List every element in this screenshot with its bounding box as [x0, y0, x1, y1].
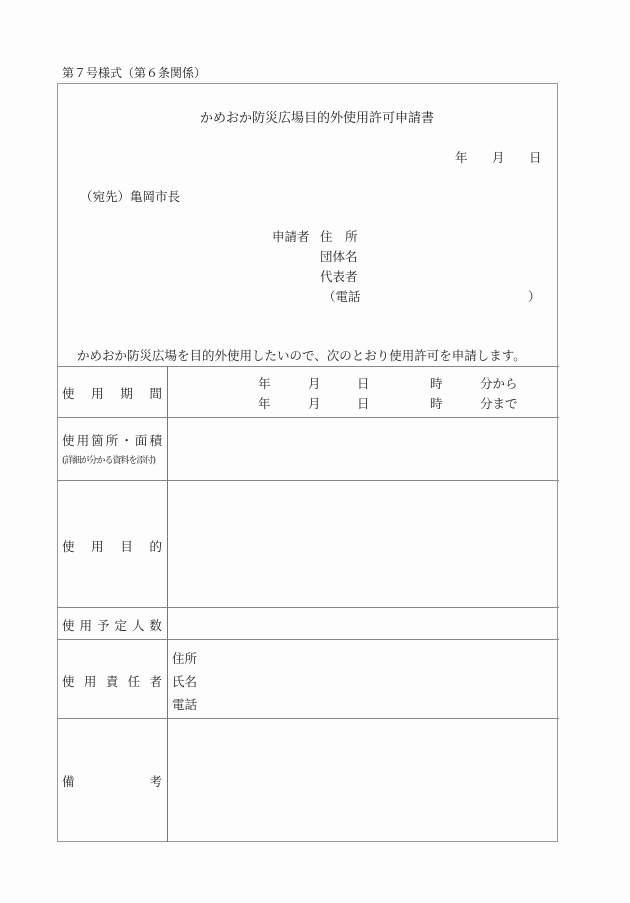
usage-period-label: 使 用 期 間	[62, 386, 162, 401]
column-divider	[167, 367, 168, 842]
end-month-label: 月	[308, 396, 321, 411]
end-minute-label: 分まで	[480, 396, 518, 411]
responsible-name-label: 氏名	[172, 674, 198, 689]
responsible-address-label: 住所	[172, 651, 198, 666]
start-hour-label: 時	[430, 376, 443, 391]
responsible-person-label: 使 用 責 任 者	[62, 674, 162, 689]
attachment-note: (詳細が分かる資料を添付)	[62, 456, 156, 466]
start-month-label: 月	[308, 376, 321, 391]
row-divider	[57, 417, 559, 418]
applicant-label: 申請者	[272, 229, 310, 244]
start-minute-label: 分から	[480, 376, 518, 391]
row-divider	[57, 607, 559, 608]
addressee: （宛先）亀岡市長	[80, 189, 181, 204]
applicant-address-label: 住 所	[320, 229, 358, 244]
row-divider	[57, 639, 559, 640]
end-hour-label: 時	[430, 396, 443, 411]
expected-attendance-label: 使 用 予 定 人 数	[62, 618, 162, 633]
start-day-label: 日	[357, 376, 370, 391]
applicant-representative-label: 代表者	[320, 269, 358, 284]
responsible-phone-label: 電話	[172, 697, 198, 712]
start-year-label: 年	[258, 376, 271, 391]
applicant-phone-label: （電話	[323, 289, 361, 304]
date-day-label: 日	[529, 150, 542, 165]
row-divider	[57, 718, 559, 719]
application-statement: かめおか防災広場を目的外使用したいので、次のとおり使用許可を申請します。	[77, 348, 526, 363]
form-number: 第７号様式（第６条関係）	[62, 66, 207, 80]
usage-purpose-label: 使 用 目 的	[62, 539, 162, 554]
form-title: かめおか防災広場目的外使用許可申請書	[200, 111, 435, 126]
end-year-label: 年	[258, 396, 271, 411]
date-year-label: 年	[455, 150, 468, 165]
row-divider	[57, 366, 559, 367]
row-divider	[57, 480, 559, 481]
usage-location-area-label: 使 用 箇 所 ・ 面 積	[62, 433, 162, 448]
end-day-label: 日	[357, 396, 370, 411]
remarks-label: 備 考	[62, 774, 162, 789]
applicant-phone-close: ）	[528, 289, 541, 304]
applicant-organization-label: 団体名	[320, 249, 358, 264]
date-month-label: 月	[492, 150, 505, 165]
